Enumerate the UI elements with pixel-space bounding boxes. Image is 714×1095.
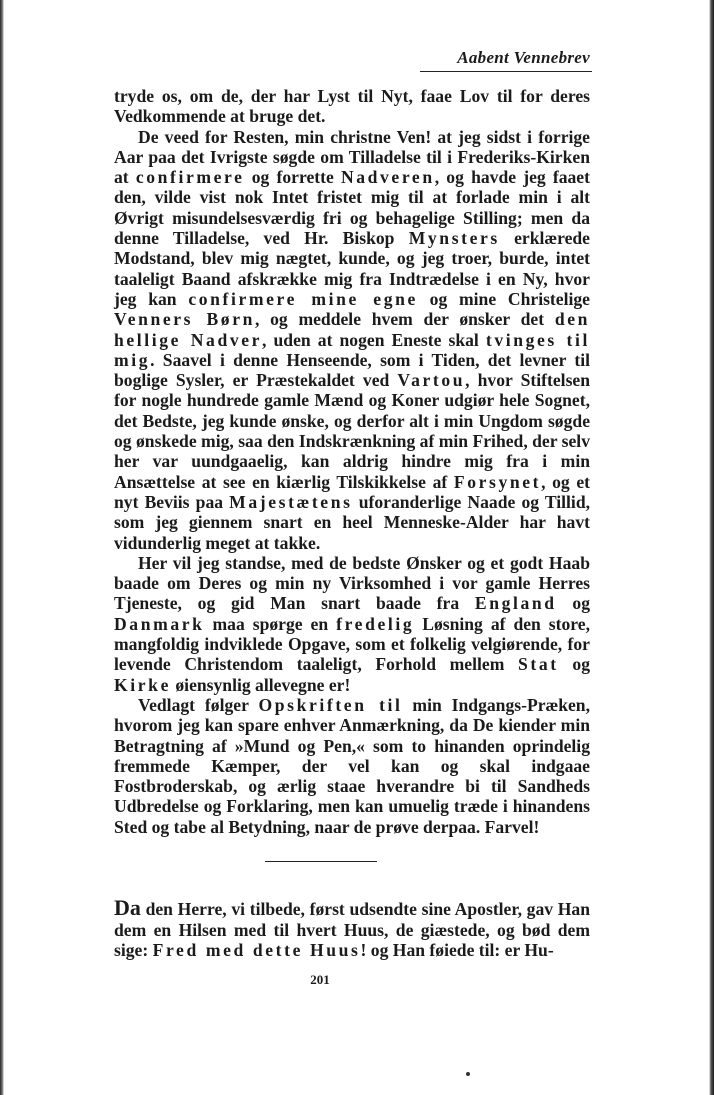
spaced-emphasis: Majestætens [229,491,353,512]
text-run: og [558,654,590,675]
spaced-emphasis: Mynsters [408,228,500,249]
spaced-emphasis: Fred med dette Huus [152,940,361,961]
text-run: øiensynlig allevegne er! [170,674,351,695]
paragraph [114,695,590,837]
text-run: . Saavel i denne Henseende, som i Tiden, det levner til boglige Sysler, er Præstekaldet ved [114,349,590,391]
page-number: 201 [310,972,330,987]
text-run: tryde os, om de, der har Lyst til Nyt, faae Lov til for deres Vedkommende at bruge det. [114,86,590,127]
text-run: Vedlagt følger [138,694,259,715]
spaced-emphasis: Stat [518,654,559,675]
text-run: og forrette [244,167,341,188]
drop-cap: Da [114,895,141,920]
page-edge-right [709,0,714,1095]
text-run: , og meddele hvem der ønsker det [255,309,555,330]
spaced-emphasis: England [474,593,557,614]
next-section-paragraph [114,895,590,961]
text-run: , uden at nogen Eneste skal [262,329,486,350]
spaced-emphasis: Opskriften til [258,694,403,715]
spaced-emphasis: fredelig [336,613,415,634]
print-speck [466,1072,470,1076]
text-run: Her vil jeg standse, med de bedste Ønsker og et godt Haab baade om Deres og min ny Virksomhed i vor gamle Herres Tjeneste, og gid Man snart baade fra [114,552,590,614]
spaced-emphasis: Venners Børn [114,309,255,330]
header-rule [420,71,592,72]
paragraph [114,86,590,127]
spaced-emphasis: Danmark [114,613,205,634]
text-run: min Indgangs-Præken, hvorom jeg kan spare enhver Anmærkning, da De kiender min Betragtning af »Mund og Pen,« som to hinanden oprindelig fremmede Kæmper, der vel kan og skal indgaae Fostbroderskab, og ærlig staae hverandre bi til Sandheds Udbredelse og Forklaring, men kan umuelig træde i hinandens Sted og tabe al Betydning, naar de prøve derpaa. Farvel! [114,694,590,837]
spaced-emphasis: Forsynet [453,471,542,492]
spaced-emphasis: Kirke [114,674,171,695]
text-run: og mine Christelige [417,288,590,309]
spaced-emphasis: tvinges til mig [114,329,590,370]
spaced-emphasis: Nadveren [340,167,435,188]
text-run: , og et nyt Beviis paa [114,471,590,512]
text-run: maa spørge en [204,613,337,634]
page-edge-left [0,0,4,1095]
section-divider [265,861,377,862]
spaced-emphasis: den hellige Nadver [114,309,590,350]
text-run: den Herre, vi tilbede, først udsendte sine Apostler, gav Han dem en Hilsen med til hvert Huus, de giæstede, og bød dem sige: [114,899,590,961]
paragraph [114,127,590,553]
running-header: Aabent Vennebrev [457,48,590,67]
spaced-emphasis: confirmere [135,167,245,188]
text-run: De veed for Resten, min christne Ven! at jeg sidst i forrige Aar paa det Ivrigste søgde om Tilladelse til i Frederiks-Kirken at [114,126,590,188]
letter-body [114,86,590,837]
text-run: og [556,593,591,614]
text-run: ! og Han føiede til: er Hu- [360,940,554,961]
spaced-emphasis: confirmere mine egne [188,288,418,309]
paragraph [114,553,590,695]
text-run: erklærede Modstand, blev mig nægtet, kunde, og jeg troer, burde, intet taaleligt Baand afskrække mig fra Indtrædelse i en Ny, hvor jeg kan [114,228,590,309]
text-run: , og havde jeg faaet den, vilde vist nok Intet fristet mig til at forlade min i alt Øvrigt misundelsesværdig fri og behagelige Stilling; men da denne Tilladelse, ved Hr. Biskop [114,167,590,249]
text-run: Løsning af den store, mangfoldig indviklede Opgave, som et folkelig velgiørende, for levende Christendom taaleligt, Forhold mellem [114,613,590,675]
text-run: , hvor Stiftelsen for nogle hundrede gamle Mænd og Koner udgiør hele Sognet, det Bedste, jeg kunde ønske, og derfor alt i min Ungdom søgde og ønskede mig, saa den Indskrænkning af min Frihed, der selv her var uundgaaelig, kan aldrig hindre mig fra i min Ansættelse at see en kiærlig Tilskikkelse af [114,370,591,492]
next-section [114,895,590,961]
text-run: uforanderlige Naade og Tillid, som jeg giennem snart en heel Menneske-Alder har havt vidunderlig meget at takke. [114,491,591,553]
spaced-emphasis: Vartou [397,370,466,391]
